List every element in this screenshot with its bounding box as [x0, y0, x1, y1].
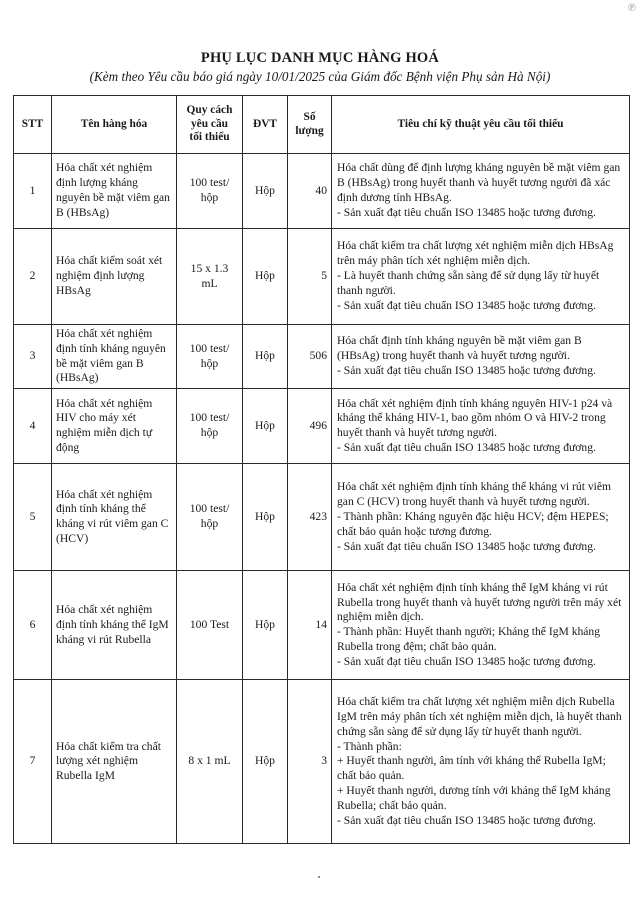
cell-name: Hóa chất xét nghiệm định tính kháng thể IgM kháng vi rút Rubella	[52, 571, 177, 680]
criteria-line: - Thành phần: Huyết thanh người; Kháng thể IgM kháng Rubella trong đệm; chất bảo quản.	[337, 625, 601, 654]
cell-spec-line1: 15 x 1.3	[190, 261, 229, 275]
cell-spec-line2: mL	[201, 276, 218, 290]
goods-table	[13, 95, 630, 844]
cell-spec	[177, 464, 243, 571]
criteria-line: Hóa chất dùng để định lượng kháng nguyên bề mặt viêm gan B (HBsAg) trong huyết thanh và huyết tương người đã xác định dương tính HBsAg.	[337, 161, 621, 204]
page-dot	[318, 876, 320, 878]
cell-spec	[177, 325, 243, 389]
criteria-line: - Thành phần: Kháng nguyên đặc hiệu HCV; đệm HEPES; chất bảo quản hoặc tương đương.	[337, 509, 609, 538]
criteria-line: - Sản xuất đạt tiêu chuẩn ISO 13485 hoặc tương đương.	[337, 364, 596, 378]
cell-spec	[177, 154, 243, 229]
cell-spec-line1: 8 x 1 mL	[188, 754, 231, 768]
cell-unit: Hộp	[243, 389, 288, 464]
cell-spec	[177, 571, 243, 680]
header-stt: STT	[14, 96, 52, 154]
cell-qty: 5	[288, 229, 332, 325]
criteria-line: Hóa chất xét nghiệm định tính kháng thể IgM kháng vi rút Rubella trong huyết thanh và huyết tương người trên máy xét nghiệm miễn dịch.	[337, 580, 622, 624]
cell-criteria	[332, 154, 630, 229]
criteria-line: - Sản xuất đạt tiêu chuẩn ISO 13485 hoặc tương đương.	[337, 654, 596, 668]
cell-spec-line2: hộp	[200, 191, 219, 204]
header-qty-line1: Số	[303, 110, 316, 123]
criteria-line: + Huyết thanh người, âm tính với kháng thể Rubella IgM; chất bảo quản.	[337, 754, 606, 783]
cell-spec	[177, 229, 243, 325]
cell-unit: Hộp	[243, 154, 288, 229]
cell-unit: Hộp	[243, 464, 288, 571]
cell-stt: 7	[14, 680, 52, 844]
header-spec-line2: yêu cầu	[190, 117, 229, 130]
cell-unit: Hộp	[243, 680, 288, 844]
header-unit: ĐVT	[243, 96, 288, 154]
cell-qty: 3	[288, 680, 332, 844]
cell-qty: 506	[288, 325, 332, 389]
criteria-line: - Thành phần:	[337, 739, 402, 753]
cell-criteria	[332, 571, 630, 680]
table-row	[14, 464, 630, 571]
table-row	[14, 389, 630, 464]
cell-spec	[177, 389, 243, 464]
header-spec-line3: tối thiểu	[189, 131, 230, 144]
header-qty-line2: lượng	[295, 124, 324, 137]
cell-qty: 423	[288, 464, 332, 571]
cell-criteria	[332, 680, 630, 844]
criteria-line: Hóa chất xét nghiệm định tính kháng nguyên HIV-1 p24 và kháng thể kháng HIV-1, bao gồm nhóm O và HIV-2 trong huyết thanh và huyết tương người.	[337, 396, 613, 440]
cell-criteria	[332, 464, 630, 571]
cell-spec-line1: 100 test/	[189, 176, 230, 190]
cell-spec-line2: hộp	[200, 517, 219, 531]
criteria-line: - Sản xuất đạt tiêu chuẩn ISO 13485 hoặc tương đương.	[337, 205, 596, 219]
criteria-line: - Sản xuất đạt tiêu chuẩn ISO 13485 hoặc tương đương.	[337, 441, 596, 455]
header-qty	[288, 96, 332, 154]
header-criteria: Tiêu chí kỹ thuật yêu cầu tối thiểu	[332, 96, 630, 154]
criteria-line: + Huyết thanh người, dương tính với kháng thể IgM kháng Rubella; chất bảo quản.	[337, 784, 611, 812]
cell-stt: 4	[14, 389, 52, 464]
cell-name: Hóa chất xét nghiệm định lượng kháng nguyên bề mặt viêm gan B (HBsAg)	[52, 154, 177, 229]
cell-spec-line1: 100 Test	[189, 617, 230, 631]
cell-name: Hóa chất kiểm soát xét nghiệm định lượng HBsAg	[52, 229, 177, 325]
cell-name: Hóa chất xét nghiệm định tính kháng thể kháng vi rút viêm gan C (HCV)	[52, 464, 177, 571]
cell-stt: 5	[14, 464, 52, 571]
cell-spec-line2: hộp	[200, 426, 219, 440]
cell-name: Hóa chất kiểm tra chất lượng xét nghiệm Rubella IgM	[52, 680, 177, 844]
table-row	[14, 154, 630, 229]
criteria-line: Hóa chất xét nghiệm định tính kháng thể kháng vi rút viêm gan C (HCV) trong huyết thanh và huyết tương người.	[337, 480, 612, 509]
cell-stt: 6	[14, 571, 52, 680]
cell-spec	[177, 680, 243, 844]
cell-name: Hóa chất xét nghiệm định tính kháng nguyên bề mặt viêm gan B (HBsAg)	[52, 325, 177, 389]
cell-spec-line1: 100 test/	[189, 411, 230, 425]
table-row	[14, 680, 630, 844]
cell-criteria	[332, 229, 630, 325]
cell-unit: Hộp	[243, 325, 288, 389]
page-title: PHỤ LỤC DANH MỤC HÀNG HOÁ	[200, 50, 440, 66]
cell-name: Hóa chất xét nghiệm HIV cho máy xét nghiệm miễn dịch tự động	[52, 389, 177, 464]
cell-spec-line1: 100 test/	[189, 502, 230, 516]
page-subtitle: (Kèm theo Yêu cầu báo giá ngày 10/01/2025 của Giám đốc Bệnh viện Phụ sản Hà Nội)	[89, 69, 551, 84]
cell-spec-line2: hộp	[200, 356, 219, 370]
cell-stt: 3	[14, 325, 52, 389]
corner-mark-icon: ℗	[627, 2, 636, 14]
table-row	[14, 229, 630, 325]
criteria-line: - Sản xuất đạt tiêu chuẩn ISO 13485 hoặc tương đương.	[337, 813, 596, 827]
criteria-line: Hóa chất định tính kháng nguyên bề mặt viêm gan B (HBsAg) trong huyết thanh và huyết tương người.	[337, 334, 582, 363]
criteria-line: Hóa chất kiểm tra chất lượng xét nghiệm miễn dịch HBsAg trên máy phân tích xét nghiệm miễn dịch.	[337, 239, 614, 268]
cell-spec-line1: 100 test/	[189, 341, 230, 355]
cell-stt: 1	[14, 154, 52, 229]
cell-qty: 40	[288, 154, 332, 229]
cell-criteria	[332, 325, 630, 389]
cell-criteria	[332, 389, 630, 464]
table-row	[14, 325, 630, 389]
cell-unit: Hộp	[243, 571, 288, 680]
cell-qty: 14	[288, 571, 332, 680]
table-header-row	[14, 96, 630, 154]
header-spec-line1: Quy cách	[186, 103, 233, 116]
header-spec	[177, 96, 243, 154]
cell-stt: 2	[14, 229, 52, 325]
table-row	[14, 571, 630, 680]
criteria-line: - Là huyết thanh chứng sẵn sàng để sử dụng lấy từ huyết thanh người.	[337, 269, 600, 297]
cell-unit: Hộp	[243, 229, 288, 325]
criteria-line: - Sản xuất đạt tiêu chuẩn ISO 13485 hoặc tương đương.	[337, 298, 596, 312]
criteria-line: - Sản xuất đạt tiêu chuẩn ISO 13485 hoặc tương đương.	[337, 539, 596, 553]
header-name: Tên hàng hóa	[52, 96, 177, 154]
criteria-line: Hóa chất kiểm tra chất lượng xét nghiệm miễn dịch Rubella IgM trên máy phân tích xét nghiệm miễn dịch, là huyết thanh chứng sẵn sàng để sử dụng lấy từ huyết thanh người.	[337, 695, 622, 738]
cell-qty: 496	[288, 389, 332, 464]
